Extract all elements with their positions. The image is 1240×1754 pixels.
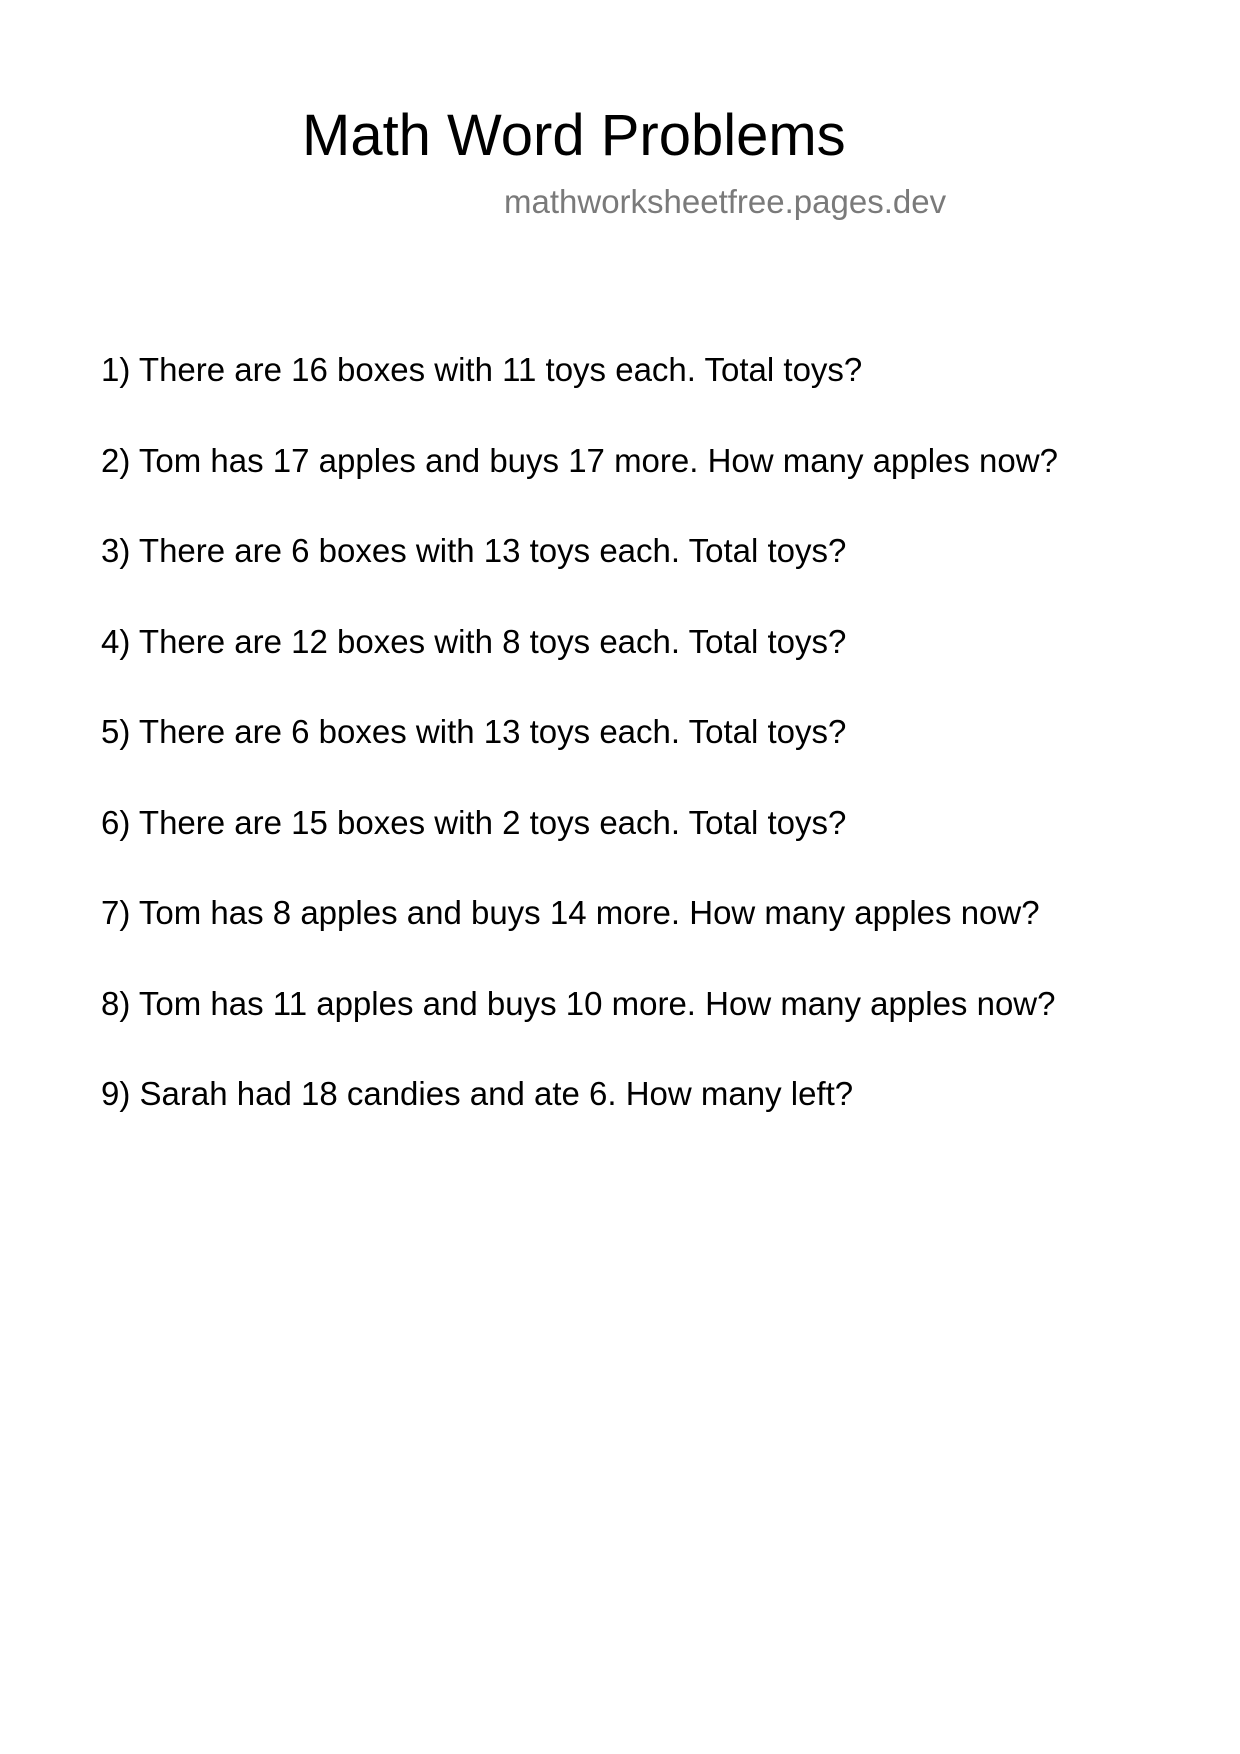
problem-3: 3) There are 6 boxes with 13 toys each. Total toys? (101, 532, 847, 569)
worksheet-title: Math Word Problems (302, 103, 846, 168)
problem-list (101, 350, 1058, 1165)
problem-4: 4) There are 12 boxes with 8 toys each. Total toys? (101, 622, 847, 660)
problem-2: 2) Tom has 17 apples and buys 17 more. How many apples now? (101, 441, 1058, 479)
source-url: mathworksheetfree.pages.dev (504, 183, 947, 220)
problem-7: 7) Tom has 8 apples and buys 14 more. How many apples now? (101, 894, 1040, 931)
problem-1: 1) There are 16 boxes with 11 toys each. Total toys? (101, 351, 863, 388)
problem-8: 8) Tom has 11 apples and buys 10 more. How many apples now? (101, 984, 1056, 1022)
problem-5: 5) There are 6 boxes with 13 toys each. Total toys? (101, 713, 847, 750)
problem-6: 6) There are 15 boxes with 2 toys each. Total toys? (101, 803, 847, 841)
problem-9: 9) Sarah had 18 candies and ate 6. How many left? (101, 1075, 854, 1112)
